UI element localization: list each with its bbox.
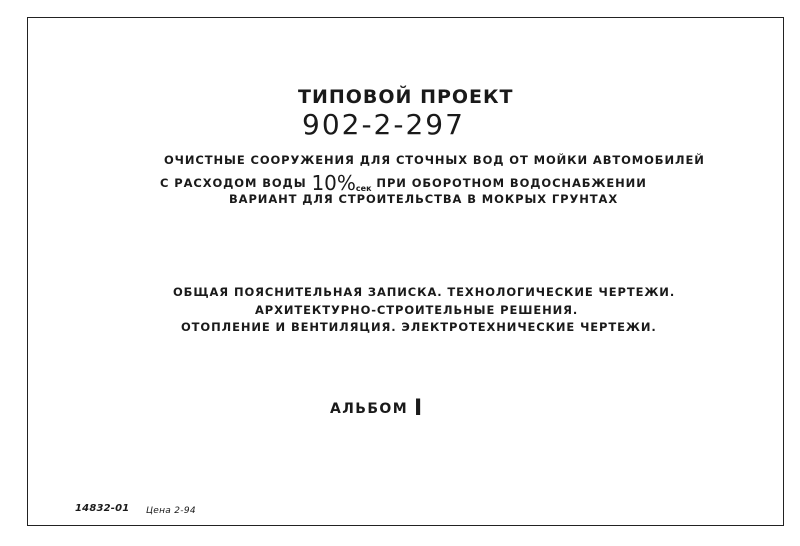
flow-rate-percent: %	[336, 171, 356, 195]
album-label: АЛЬБОМ	[330, 401, 409, 417]
album-number: I	[414, 396, 423, 421]
inventory-number: 14832-01	[75, 503, 130, 514]
description-line-2-end: ПРИ ОБОРОТНОМ ВОДОСНАБЖЕНИИ	[376, 176, 647, 190]
flow-rate-unit: сек	[355, 184, 372, 193]
album-heading	[330, 396, 422, 421]
description-line-3: ВАРИАНТ ДЛЯ СТРОИТЕЛЬСТВА В МОКРЫХ ГРУНТАХ	[229, 192, 619, 206]
description-line-2-start: С РАСХОДОМ ВОДЫ	[160, 176, 307, 190]
price-label: Цена 2-94	[146, 506, 196, 516]
section-line-2: АРХИТЕКТУРНО-СТРОИТЕЛЬНЫЕ РЕШЕНИЯ.	[255, 303, 579, 317]
section-line-1: ОБЩАЯ ПОЯСНИТЕЛЬНАЯ ЗАПИСКА. ТЕХНОЛОГИЧЕСКИЕ ЧЕРТЕЖИ.	[173, 285, 676, 299]
description-line-1: ОЧИСТНЫЕ СООРУЖЕНИЯ ДЛЯ СТОЧНЫХ ВОД ОТ МОЙКИ АВТОМОБИЛЕЙ	[164, 153, 705, 167]
project-number: 902-2-297	[302, 108, 465, 141]
document-title: ТИПОВОЙ ПРОЕКТ	[298, 86, 514, 108]
flow-rate-value: 10	[311, 171, 337, 195]
section-line-3: ОТОПЛЕНИЕ И ВЕНТИЛЯЦИЯ. ЭЛЕКТРОТЕХНИЧЕСКИЕ ЧЕРТЕЖИ.	[181, 320, 657, 334]
